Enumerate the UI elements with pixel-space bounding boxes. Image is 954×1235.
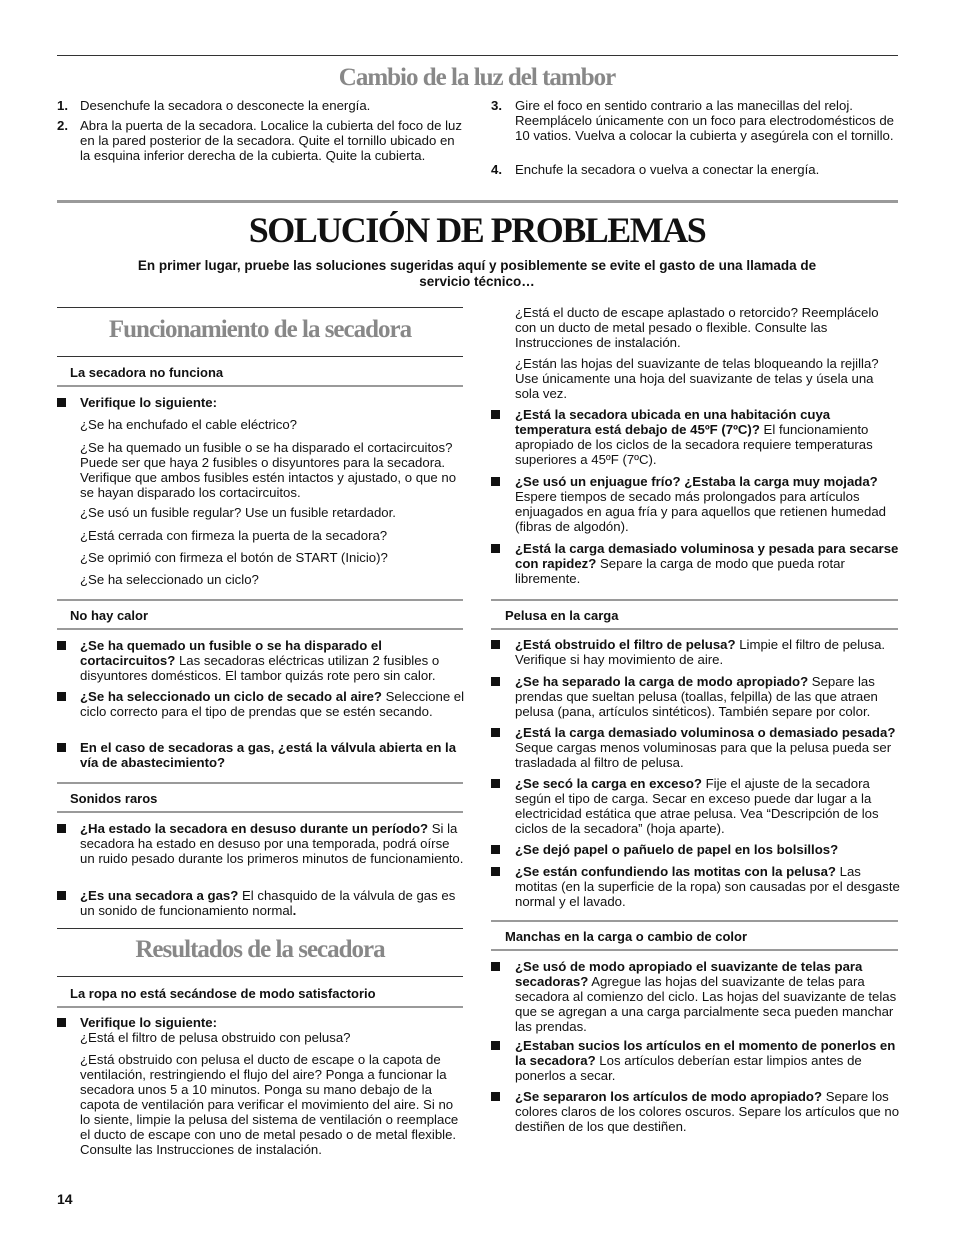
step-text: Gire el foco en sentido contrario a las manecillas del reloj. Reemplácelo únicamente con un foco para electrodomésticos de 10 vatios. Vuelva a colocar la cubierta y asegúrela con el tornillo. [515, 98, 894, 143]
check-item: ¿Se usó un fusible regular? Use un fusible retardador. [80, 505, 396, 520]
bullet-square [491, 410, 500, 419]
bullet-square [57, 641, 66, 650]
continued-paragraph: ¿Está el ducto de escape aplastado o retorcido? Reemplácelo con un ducto de metal pesado o flexible. Consulte las Instrucciones de instalación. [515, 305, 879, 350]
subheading-rule [57, 976, 463, 977]
subheading-rule [57, 628, 463, 630]
answer: El funcionamiento apropiado de los ciclos de la secadora requiere temperaturas superiores a 45ºF (7ºC). [515, 422, 873, 467]
answer: Los artículos deberían estar limpios antes de ponerlos a secar. [515, 1053, 862, 1083]
subheading-rule [57, 356, 463, 357]
answer: Separe la carga de modo que pueda rotar libremente. [515, 556, 845, 586]
section-rule [57, 928, 463, 929]
subheading-pelusa: Pelusa en la carga [505, 608, 619, 623]
question: En el caso de secadoras a gas, ¿está la válvula abierta en la vía de abastecimiento? [80, 740, 457, 770]
answer: Seleccione el ciclo correcto para el tipo de prendas que se estén secando. [80, 689, 465, 719]
section-rule [57, 307, 463, 308]
check-item: ¿Se ha quemado un fusible o se ha disparado el cortacircuitos? Puede ser que haya 2 fusibles o disyuntores para la secadora. Verifique que ambos fusibles estén intactos y ajustado, o que no se hayan disparado los cortacircuitos. [80, 440, 457, 500]
subheading-rule [57, 385, 463, 387]
question: ¿Se ha separado la carga de modo apropiado? [515, 674, 809, 689]
intro-text: En primer lugar, pruebe las soluciones sugeridas aquí y posiblemente se evite el gasto de una llamada de servicio técnico… [137, 258, 817, 289]
qa-item [515, 541, 900, 586]
bullet-square [57, 824, 66, 833]
check-paragraph: ¿Está obstruido con pelusa el ducto de escape o la capota de ventilación, restringiendo el flujo del aire? Ponga a funcionar la secadora unos 5 a 10 minutos. Ponga su mano debajo de la capota de ventilación para verificar el movimiento del aire. Si no lo siente, limpie la pelusa del sistema de ventilación o reemplace el ducto de escape con uno de metal pesado o de metal flexible. Consulte las Instrucciones de instalación. [80, 1052, 459, 1157]
question: ¿Se usó de modo apropiado el suavizante de telas para secadoras? [515, 959, 863, 989]
answer: Las secadoras eléctricas utilizan 2 fusibles o disyuntores domésticos. El tambor quizás rote pero sin calor. [80, 653, 440, 683]
subheading-rule [491, 949, 898, 951]
question: ¿Se usó un enjuague frío? ¿Estaba la carga muy mojada? [515, 474, 878, 489]
bullet-square [491, 867, 500, 876]
bullet-square [491, 477, 500, 486]
subheading-rule [57, 599, 463, 601]
answer: Separe las prendas que sueltan pelusa (toallas, felpilla) de las que atraen pelusa (pana, artículos sintéticos). También separe por color. [515, 674, 878, 719]
step-number: 2. [57, 118, 68, 133]
check-item: ¿Se ha enchufado el cable eléctrico? [80, 417, 298, 432]
qa-item [515, 842, 900, 857]
answer: Seque cargas menos voluminosas para que la pelusa pueda ser trasladada al filtro de pelusa. [515, 740, 892, 770]
answer-end: . [292, 903, 297, 918]
qa-item [515, 637, 900, 667]
check-lead: Verifique lo siguiente: [80, 1015, 218, 1030]
bullet-square [57, 891, 66, 900]
answer: Limpie el filtro de pelusa. Verifique si hay movimiento de aire. [515, 637, 886, 667]
qa-item [515, 725, 900, 770]
bullet-square [491, 1092, 500, 1101]
qa-item [515, 959, 900, 1034]
step-text: Enchufe la secadora o vuelva a conectar la energía. [515, 162, 820, 177]
question: ¿Está obstruido el filtro de pelusa? [515, 637, 736, 652]
qa-item [80, 638, 465, 683]
answer: Fije el ajuste de la secadora según el tipo de carga. Secar en exceso puede dar lugar a la electricidad estática que atrae pelusa. Vea “Descripción de los ciclos de la secadora” (hoja aparte). [515, 776, 879, 836]
question: ¿Se están confundiendo las motitas con la pelusa? [515, 864, 836, 879]
bullet-square [57, 743, 66, 752]
bullet-square [491, 845, 500, 854]
qa-item [80, 821, 465, 866]
subheading-no-seca: La ropa no está secándose de modo satisfactorio [70, 986, 376, 1001]
bullet-square [57, 692, 66, 701]
funcionamiento-title: Funcionamiento de la secadora [108, 316, 412, 343]
answer: Si la secadora ha estado en desuso por una temporada, podrá oírse un ruido pesado durante los primeros minutos de funcionamiento. [80, 821, 464, 866]
qa-item [515, 1038, 900, 1083]
check-item: ¿Está cerrada con firmeza la puerta de la secadora? [80, 528, 388, 543]
check-item: ¿Se oprimió con firmeza el botón de START (Inicio)? [80, 550, 388, 565]
bullet-square [491, 1041, 500, 1050]
qa-item [515, 1089, 900, 1134]
step-number: 4. [491, 162, 502, 177]
step-number: 1. [57, 98, 68, 113]
qa-item [515, 674, 900, 719]
subheading-rule [491, 920, 898, 922]
subheading-no-funciona: La secadora no funciona [70, 365, 224, 380]
subheading-rule [57, 811, 463, 813]
question: ¿Se ha seleccionado un ciclo de secado al aire? [80, 689, 382, 704]
check-lead: Verifique lo siguiente: [80, 395, 218, 410]
check-item: ¿Está el filtro de pelusa obstruido con pelusa? [80, 1030, 351, 1045]
title-rule [57, 200, 898, 203]
answer: Agregue las hojas del suavizante de telas para secadora al comienzo del ciclo. Las hojas del suavizante de telas que se agregan a una carga parcialmente seca pueden manchar las prendas. [515, 974, 897, 1034]
subheading-rule [57, 1006, 463, 1008]
top-rule [57, 55, 898, 56]
step-number: 3. [491, 98, 502, 113]
question: ¿Está la carga demasiado voluminosa y pesada para secarse con rapidez? [515, 541, 899, 571]
qa-item [515, 474, 900, 534]
step-text: Abra la puerta de la secadora. Localice la cubierta del foco de luz en la pared posterior de la secadora. Quite el tornillo ubicado en la esquina inferior derecha de la cubierta. Quite la cubierta. [80, 118, 462, 163]
bullet-square [491, 544, 500, 553]
qa-item [80, 740, 465, 770]
bullet-square [57, 398, 66, 407]
qa-item [80, 689, 465, 719]
question: ¿Se dejó papel o pañuelo de papel en los bolsillos? [515, 842, 839, 857]
answer: Separe los colores claros de los colores oscuros. Separe los artículos que no destiñen de los que destiñen. [515, 1089, 900, 1134]
bullet-square [491, 640, 500, 649]
subheading-sonidos: Sonidos raros [70, 791, 158, 806]
question: ¿Se secó la carga en exceso? [515, 776, 702, 791]
page-number: 14 [57, 1191, 73, 1207]
check-item: ¿Se ha seleccionado un ciclo? [80, 572, 259, 587]
question: ¿Es una secadora a gas? [80, 888, 239, 903]
resultados-title: Resultados de la secadora [135, 936, 385, 963]
question: ¿Se separaron los artículos de modo apropiado? [515, 1089, 823, 1104]
step-text: Desenchufe la secadora o desconecte la energía. [80, 98, 371, 113]
subheading-manchas: Manchas en la carga o cambio de color [505, 929, 748, 944]
cambio-title: Cambio de la luz del tambor [338, 64, 616, 91]
bullet-square [491, 962, 500, 971]
qa-item [515, 407, 900, 467]
question: ¿Se ha quemado un fusible o se ha disparado el cortacircuitos? [80, 638, 382, 668]
subheading-rule [491, 628, 898, 630]
bullet-square [491, 677, 500, 686]
question: ¿Ha estado la secadora en desuso durante un período? [80, 821, 429, 836]
subheading-rule [57, 782, 463, 784]
answer: Espere tiempos de secado más prolongados para artículos enjuagados en agua fría y para aquellos que retienen humedad (fibras de algodón). [515, 489, 886, 534]
subheading-no-calor: No hay calor [70, 608, 149, 623]
continued-paragraph: ¿Están las hojas del suavizante de telas bloqueando la rejilla? Use únicamente una hoja del suavizante de telas y úsela una sola vez. [515, 356, 879, 401]
qa-item [80, 888, 465, 918]
question: ¿Está la carga demasiado voluminosa o demasiado pesada? [515, 725, 896, 740]
question: ¿Estaban sucios los artículos en el momento de ponerlos en la secadora? [515, 1038, 896, 1068]
qa-item [515, 864, 900, 909]
qa-item [515, 776, 900, 836]
bullet-square [491, 779, 500, 788]
bullet-square [491, 728, 500, 737]
answer: Las motitas (en la superficie de la ropa) son causadas por el desgaste normal y el lavado. [515, 864, 900, 909]
bullet-square [57, 1018, 66, 1027]
subheading-rule [491, 599, 898, 601]
answer: El chasquido de la válvula de gas es un sonido de funcionamiento normal [80, 888, 456, 918]
page-title: SOLUCIÓN DE PROBLEMAS [248, 210, 706, 250]
question: ¿Está la secadora ubicada en una habitación cuya temperatura está debajo de 45ºF (7ºC)? [515, 407, 831, 437]
